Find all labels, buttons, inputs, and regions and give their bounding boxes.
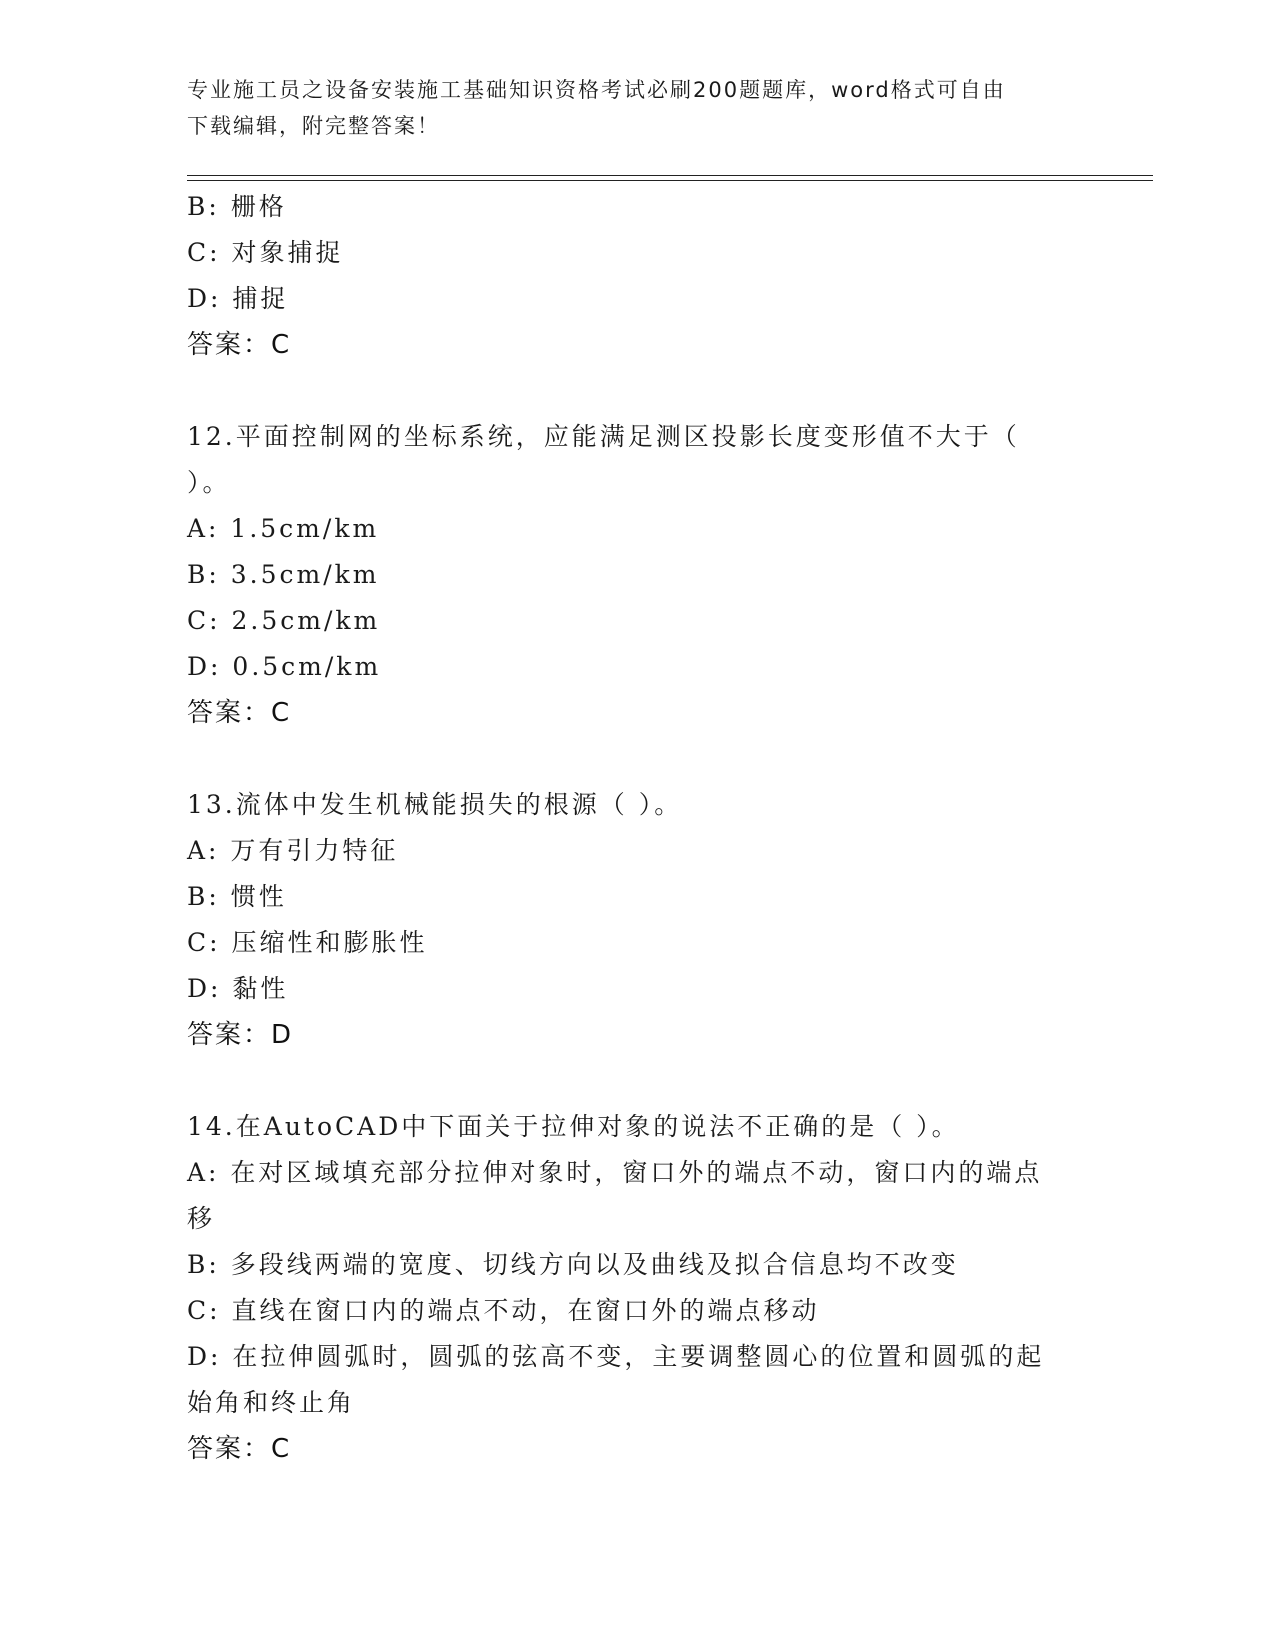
q12-question-line-1: 12.平面控制网的坐标系统，应能满足测区投影长度变形值不大于（ (187, 422, 1020, 451)
q14-option-b: B: 多段线两端的宽度、切线方向以及曲线及拟合信息均不改变 (187, 1250, 959, 1279)
q12-question-line-2: ）。 (187, 468, 231, 497)
header-divider-top (187, 175, 1153, 176)
q11-option-b: B: 栅格 (187, 192, 287, 221)
document-header (187, 72, 1067, 144)
q13-question: 13.流体中发生机械能损失的根源（ ）。 (187, 790, 683, 819)
q14-question: 14.在AutoCAD中下面关于拉伸对象的说法不正确的是（ ）。 (187, 1112, 960, 1141)
header-divider-bottom (187, 180, 1153, 181)
q12-option-b: B: 3.5cm/km (187, 560, 380, 589)
q12-option-d: D: 0.5cm/km (187, 652, 382, 681)
question-11-block (187, 184, 1087, 368)
header-title-line-1: 专业施工员之设备安装施工基础知识资格考试必刷200题题库，word格式可自由 (187, 78, 1006, 102)
q13-option-c: C: 压缩性和膨胀性 (187, 928, 428, 957)
q14-option-c: C: 直线在窗口内的端点不动，在窗口外的端点移动 (187, 1296, 820, 1325)
q13-option-b: B: 惯性 (187, 882, 287, 911)
q11-answer: 答案：C (187, 330, 292, 360)
q14-answer: 答案：C (187, 1434, 292, 1464)
q13-option-d: D: 黏性 (187, 974, 289, 1003)
q12-answer: 答案：C (187, 698, 292, 728)
q14-option-a-line-1: A: 在对区域填充部分拉伸对象时，窗口外的端点不动，窗口内的端点 (187, 1158, 1043, 1187)
q12-option-c: C: 2.5cm/km (187, 606, 381, 635)
q14-option-d-line-1: D: 在拉伸圆弧时，圆弧的弦高不变，主要调整圆心的位置和圆弧的起 (187, 1342, 1045, 1371)
q14-option-a-line-2: 移 (187, 1204, 216, 1233)
q12-option-a: A: 1.5cm/km (187, 514, 380, 543)
q13-option-a: A: 万有引力特征 (187, 836, 399, 865)
q11-option-d: D: 捕捉 (187, 284, 289, 313)
question-12-block (187, 414, 1087, 736)
q14-option-d-line-2: 始角和终止角 (187, 1388, 356, 1417)
q13-answer: 答案：D (187, 1020, 294, 1050)
question-13-block (187, 782, 1087, 1058)
q11-option-c: C: 对象捕捉 (187, 238, 344, 267)
question-14-block (187, 1104, 1087, 1472)
header-title-line-2: 下载编辑，附完整答案！ (187, 114, 440, 138)
